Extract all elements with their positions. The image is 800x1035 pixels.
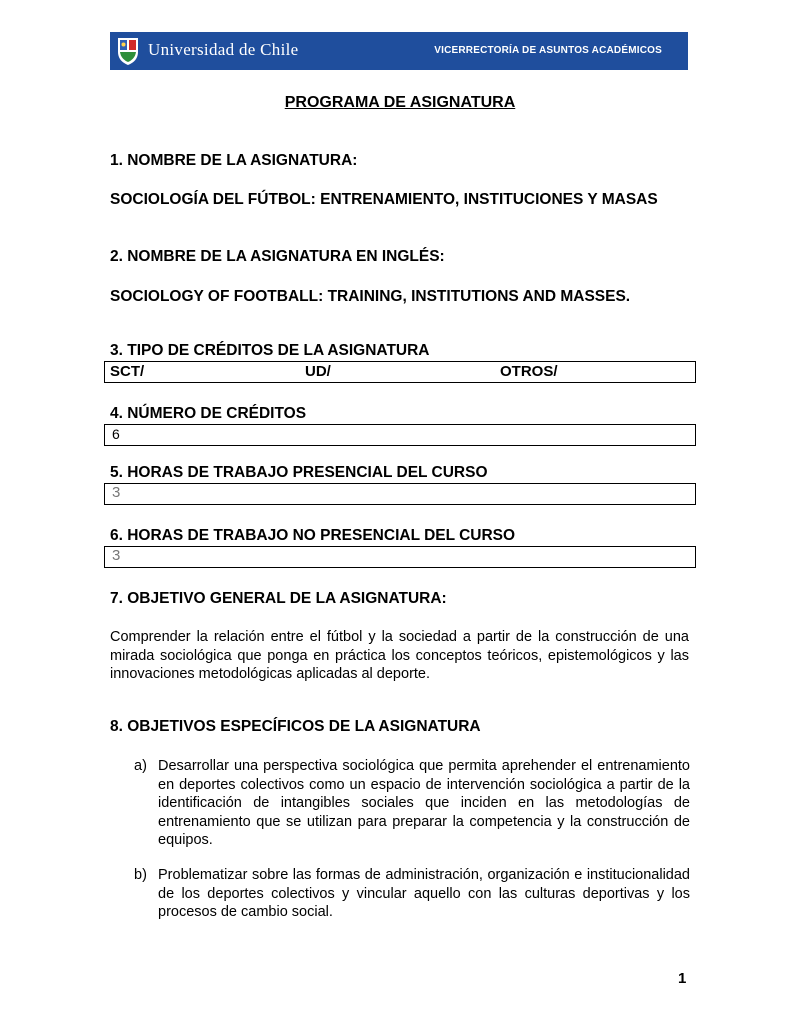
- non-presential-hours-value: 3: [112, 547, 121, 564]
- list-item-marker: a): [134, 758, 147, 774]
- section-5-heading: 5. HORAS DE TRABAJO PRESENCIAL DEL CURSO: [110, 464, 488, 481]
- section-2-heading: 2. NOMBRE DE LA ASIGNATURA EN INGLÉS:: [110, 248, 445, 265]
- list-item-marker: b): [134, 867, 147, 883]
- header-banner: [110, 32, 688, 70]
- document-title-text: PROGRAMA DE ASIGNATURA: [284, 94, 516, 111]
- section-8-heading: 8. OBJETIVOS ESPECÍFICOS DE LA ASIGNATURA: [110, 718, 481, 735]
- ud-label: UD/: [305, 363, 331, 380]
- list-item-text: Desarrollar una perspectiva sociológica que permita aprehender el entrenamiento en deportes colectivos como un espacio de intervención sociológica a partir de la identificación de intangibles sociales que inciden en las metodologías de entrenamiento que se utilizan para preparar la competencia y la construcción de equipos.: [158, 758, 690, 848]
- university-name: Universidad de Chile: [148, 40, 299, 59]
- credit-type-box: [104, 361, 696, 383]
- university-crest-icon: [116, 36, 140, 66]
- document-title: [0, 94, 800, 112]
- general-objective-text: Comprender la relación entre el fútbol y la sociedad a partir de la construcción de una mirada sociológica que ponga en práctica los conceptos teóricos, epistemológicos y las innovaciones metodológicas aplicadas al deporte.: [110, 629, 689, 682]
- otros-label: OTROS/: [500, 363, 558, 380]
- section-1-heading: 1. NOMBRE DE LA ASIGNATURA:: [110, 152, 358, 169]
- presential-hours-value: 3: [112, 484, 121, 501]
- course-name: SOCIOLOGÍA DEL FÚTBOL: ENTRENAMIENTO, INSTITUCIONES Y MASAS: [110, 191, 658, 208]
- section-4-heading: 4. NÚMERO DE CRÉDITOS: [110, 405, 307, 422]
- presential-hours-box: [104, 483, 696, 505]
- section-6-heading: 6. HORAS DE TRABAJO NO PRESENCIAL DEL CURSO: [110, 527, 516, 544]
- section-3-heading: 3. TIPO DE CRÉDITOS DE LA ASIGNATURA: [110, 342, 430, 359]
- section-7-heading: 7. OBJETIVO GENERAL DE LA ASIGNATURA:: [110, 590, 447, 607]
- list-item: [134, 757, 690, 850]
- page-number: 1: [678, 970, 687, 987]
- list-item-text: Problematizar sobre las formas de administración, organización e institucionalidad de los deportes colectivos y vincular aquello con las culturas deportivas y los procesos de cambio social.: [158, 867, 690, 920]
- vicerrectoria-label: VICERRECTORÍA DE ASUNTOS ACADÉMICOS: [434, 45, 662, 56]
- credits-box: [104, 424, 696, 446]
- sct-label: SCT/: [110, 363, 145, 380]
- course-name-english: SOCIOLOGY OF FOOTBALL: TRAINING, INSTITUTIONS AND MASSES.: [110, 288, 631, 305]
- non-presential-hours-box: [104, 546, 696, 568]
- credits-value: 6: [112, 426, 120, 442]
- list-item: [134, 866, 690, 922]
